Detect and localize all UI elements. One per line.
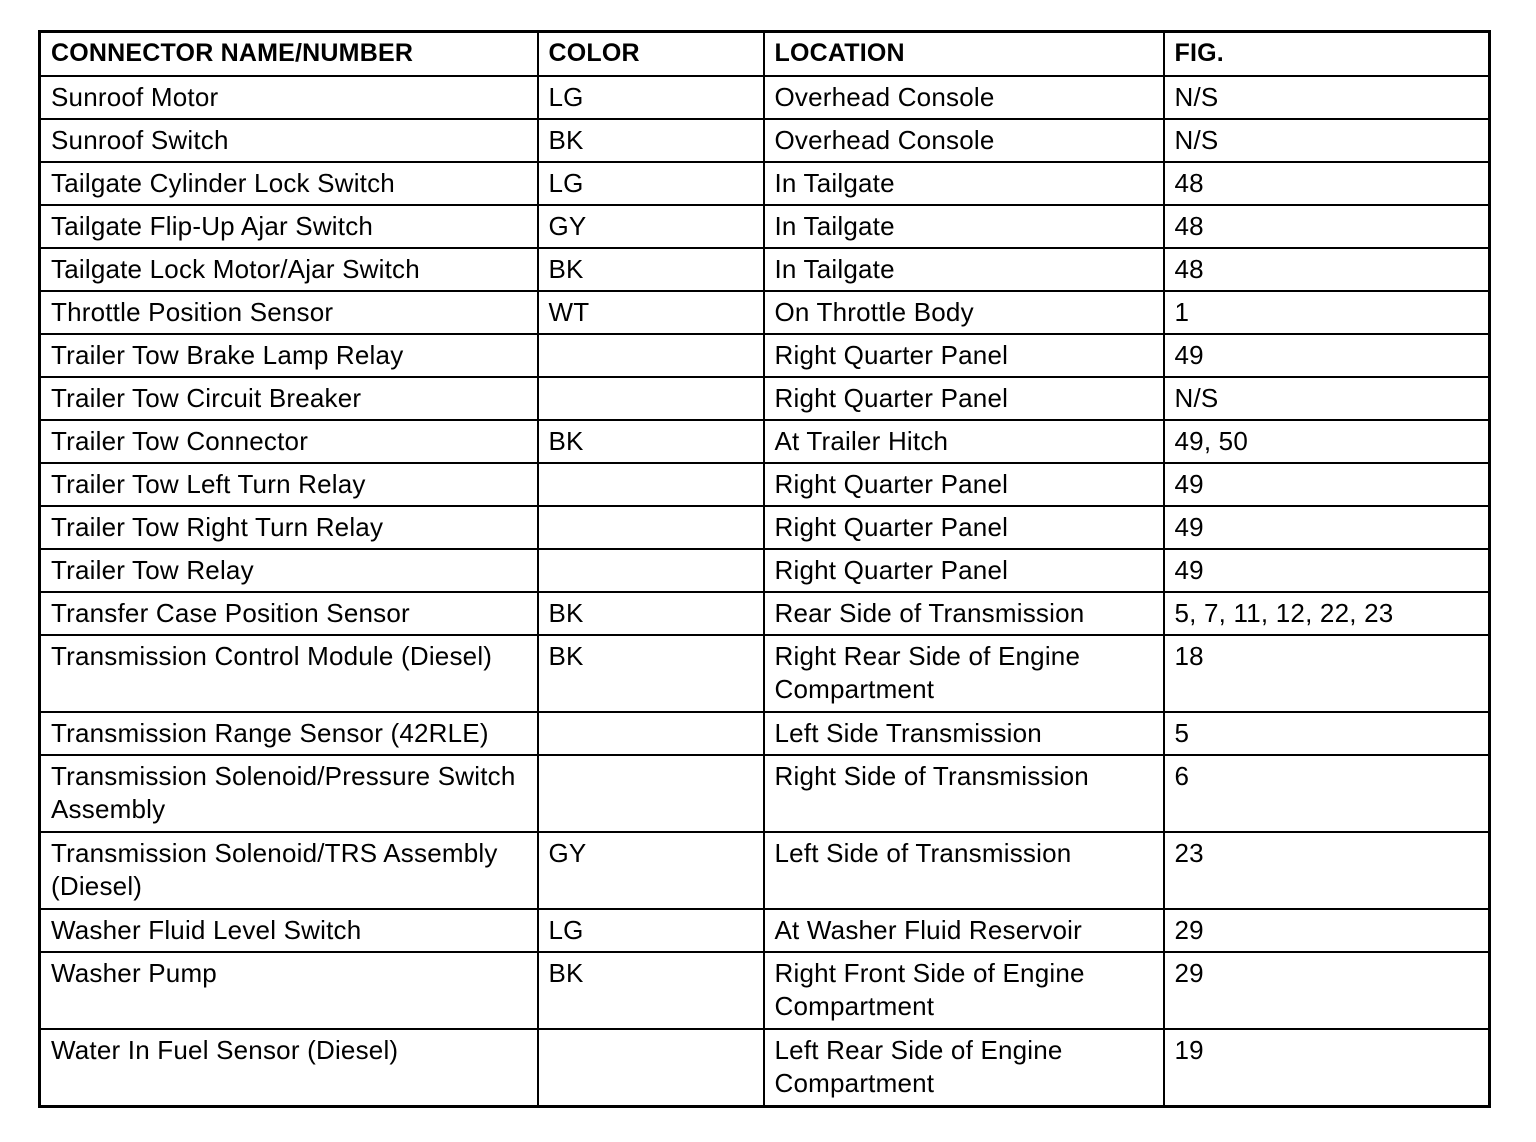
table-row (40, 549, 1490, 592)
table-row (40, 162, 1490, 205)
color-cell: LG (538, 909, 764, 952)
location-cell: In Tailgate (764, 248, 1164, 291)
connector-name-cell: Trailer Tow Right Turn Relay (40, 506, 538, 549)
connector-name-cell: Washer Pump (40, 952, 538, 1029)
connector-name-cell: Trailer Tow Circuit Breaker (40, 377, 538, 420)
connector-name-cell: Trailer Tow Connector (40, 420, 538, 463)
color-cell (538, 334, 764, 377)
location-cell: Rear Side of Transmission (764, 592, 1164, 635)
fig-cell: N/S (1164, 76, 1490, 119)
connector-name-cell: Tailgate Flip-Up Ajar Switch (40, 205, 538, 248)
location-cell: Right Side of Transmission (764, 755, 1164, 832)
table-row (40, 119, 1490, 162)
header-location: LOCATION (764, 32, 1164, 77)
color-cell: LG (538, 162, 764, 205)
fig-cell: 48 (1164, 248, 1490, 291)
connector-name-cell: Transmission Solenoid/TRS Assembly (Diesel) (40, 832, 538, 909)
fig-cell: 18 (1164, 635, 1490, 712)
connector-table (38, 30, 1491, 1108)
table-row (40, 291, 1490, 334)
connector-name-cell: Transmission Solenoid/Pressure Switch Assembly (40, 755, 538, 832)
location-cell: Right Quarter Panel (764, 463, 1164, 506)
fig-cell: 48 (1164, 205, 1490, 248)
fig-cell: 23 (1164, 832, 1490, 909)
color-cell: WT (538, 291, 764, 334)
table-row (40, 420, 1490, 463)
connector-name-cell: Transfer Case Position Sensor (40, 592, 538, 635)
table-header-row (40, 32, 1490, 77)
color-cell: GY (538, 832, 764, 909)
table-row (40, 635, 1490, 712)
color-cell: BK (538, 420, 764, 463)
fig-cell: 49 (1164, 506, 1490, 549)
connector-name-cell: Trailer Tow Brake Lamp Relay (40, 334, 538, 377)
color-cell: BK (538, 592, 764, 635)
header-color: COLOR (538, 32, 764, 77)
color-cell (538, 1029, 764, 1107)
color-cell (538, 712, 764, 755)
table-row (40, 592, 1490, 635)
table-row (40, 248, 1490, 291)
location-cell: Left Side Transmission (764, 712, 1164, 755)
table-row (40, 377, 1490, 420)
location-cell: Right Front Side of Engine Compartment (764, 952, 1164, 1029)
fig-cell: 29 (1164, 909, 1490, 952)
color-cell: GY (538, 205, 764, 248)
fig-cell: 5 (1164, 712, 1490, 755)
color-cell (538, 506, 764, 549)
color-cell (538, 755, 764, 832)
connector-name-cell: Washer Fluid Level Switch (40, 909, 538, 952)
header-connector-name: CONNECTOR NAME/NUMBER (40, 32, 538, 77)
connector-name-cell: Sunroof Switch (40, 119, 538, 162)
table-row (40, 463, 1490, 506)
fig-cell: N/S (1164, 377, 1490, 420)
fig-cell: 49 (1164, 549, 1490, 592)
location-cell: Overhead Console (764, 119, 1164, 162)
connector-name-cell: Tailgate Cylinder Lock Switch (40, 162, 538, 205)
color-cell (538, 377, 764, 420)
table-row (40, 334, 1490, 377)
location-cell: Left Rear Side of Engine Compartment (764, 1029, 1164, 1107)
table-row (40, 76, 1490, 119)
location-cell: On Throttle Body (764, 291, 1164, 334)
table-row (40, 712, 1490, 755)
table-row (40, 909, 1490, 952)
connector-name-cell: Throttle Position Sensor (40, 291, 538, 334)
table-row (40, 1029, 1490, 1107)
fig-cell: 19 (1164, 1029, 1490, 1107)
color-cell: BK (538, 952, 764, 1029)
connector-name-cell: Transmission Control Module (Diesel) (40, 635, 538, 712)
fig-cell: 1 (1164, 291, 1490, 334)
location-cell: Overhead Console (764, 76, 1164, 119)
location-cell: At Trailer Hitch (764, 420, 1164, 463)
location-cell: Right Quarter Panel (764, 334, 1164, 377)
location-cell: Right Quarter Panel (764, 377, 1164, 420)
connector-name-cell: Tailgate Lock Motor/Ajar Switch (40, 248, 538, 291)
table-row (40, 952, 1490, 1029)
fig-cell: 29 (1164, 952, 1490, 1029)
connector-name-cell: Water In Fuel Sensor (Diesel) (40, 1029, 538, 1107)
connector-name-cell: Trailer Tow Left Turn Relay (40, 463, 538, 506)
color-cell: BK (538, 635, 764, 712)
fig-cell: 49 (1164, 334, 1490, 377)
location-cell: Right Quarter Panel (764, 506, 1164, 549)
location-cell: At Washer Fluid Reservoir (764, 909, 1164, 952)
fig-cell: 6 (1164, 755, 1490, 832)
fig-cell: 49, 50 (1164, 420, 1490, 463)
color-cell (538, 549, 764, 592)
fig-cell: 5, 7, 11, 12, 22, 23 (1164, 592, 1490, 635)
table-row (40, 755, 1490, 832)
table-row (40, 506, 1490, 549)
color-cell: BK (538, 248, 764, 291)
fig-cell: N/S (1164, 119, 1490, 162)
color-cell (538, 463, 764, 506)
location-cell: In Tailgate (764, 205, 1164, 248)
connector-name-cell: Trailer Tow Relay (40, 549, 538, 592)
location-cell: Right Quarter Panel (764, 549, 1164, 592)
location-cell: In Tailgate (764, 162, 1164, 205)
color-cell: BK (538, 119, 764, 162)
fig-cell: 48 (1164, 162, 1490, 205)
table-row (40, 205, 1490, 248)
location-cell: Right Rear Side of Engine Compartment (764, 635, 1164, 712)
connector-name-cell: Sunroof Motor (40, 76, 538, 119)
color-cell: LG (538, 76, 764, 119)
fig-cell: 49 (1164, 463, 1490, 506)
table-row (40, 832, 1490, 909)
header-fig: FIG. (1164, 32, 1490, 77)
location-cell: Left Side of Transmission (764, 832, 1164, 909)
connector-name-cell: Transmission Range Sensor (42RLE) (40, 712, 538, 755)
